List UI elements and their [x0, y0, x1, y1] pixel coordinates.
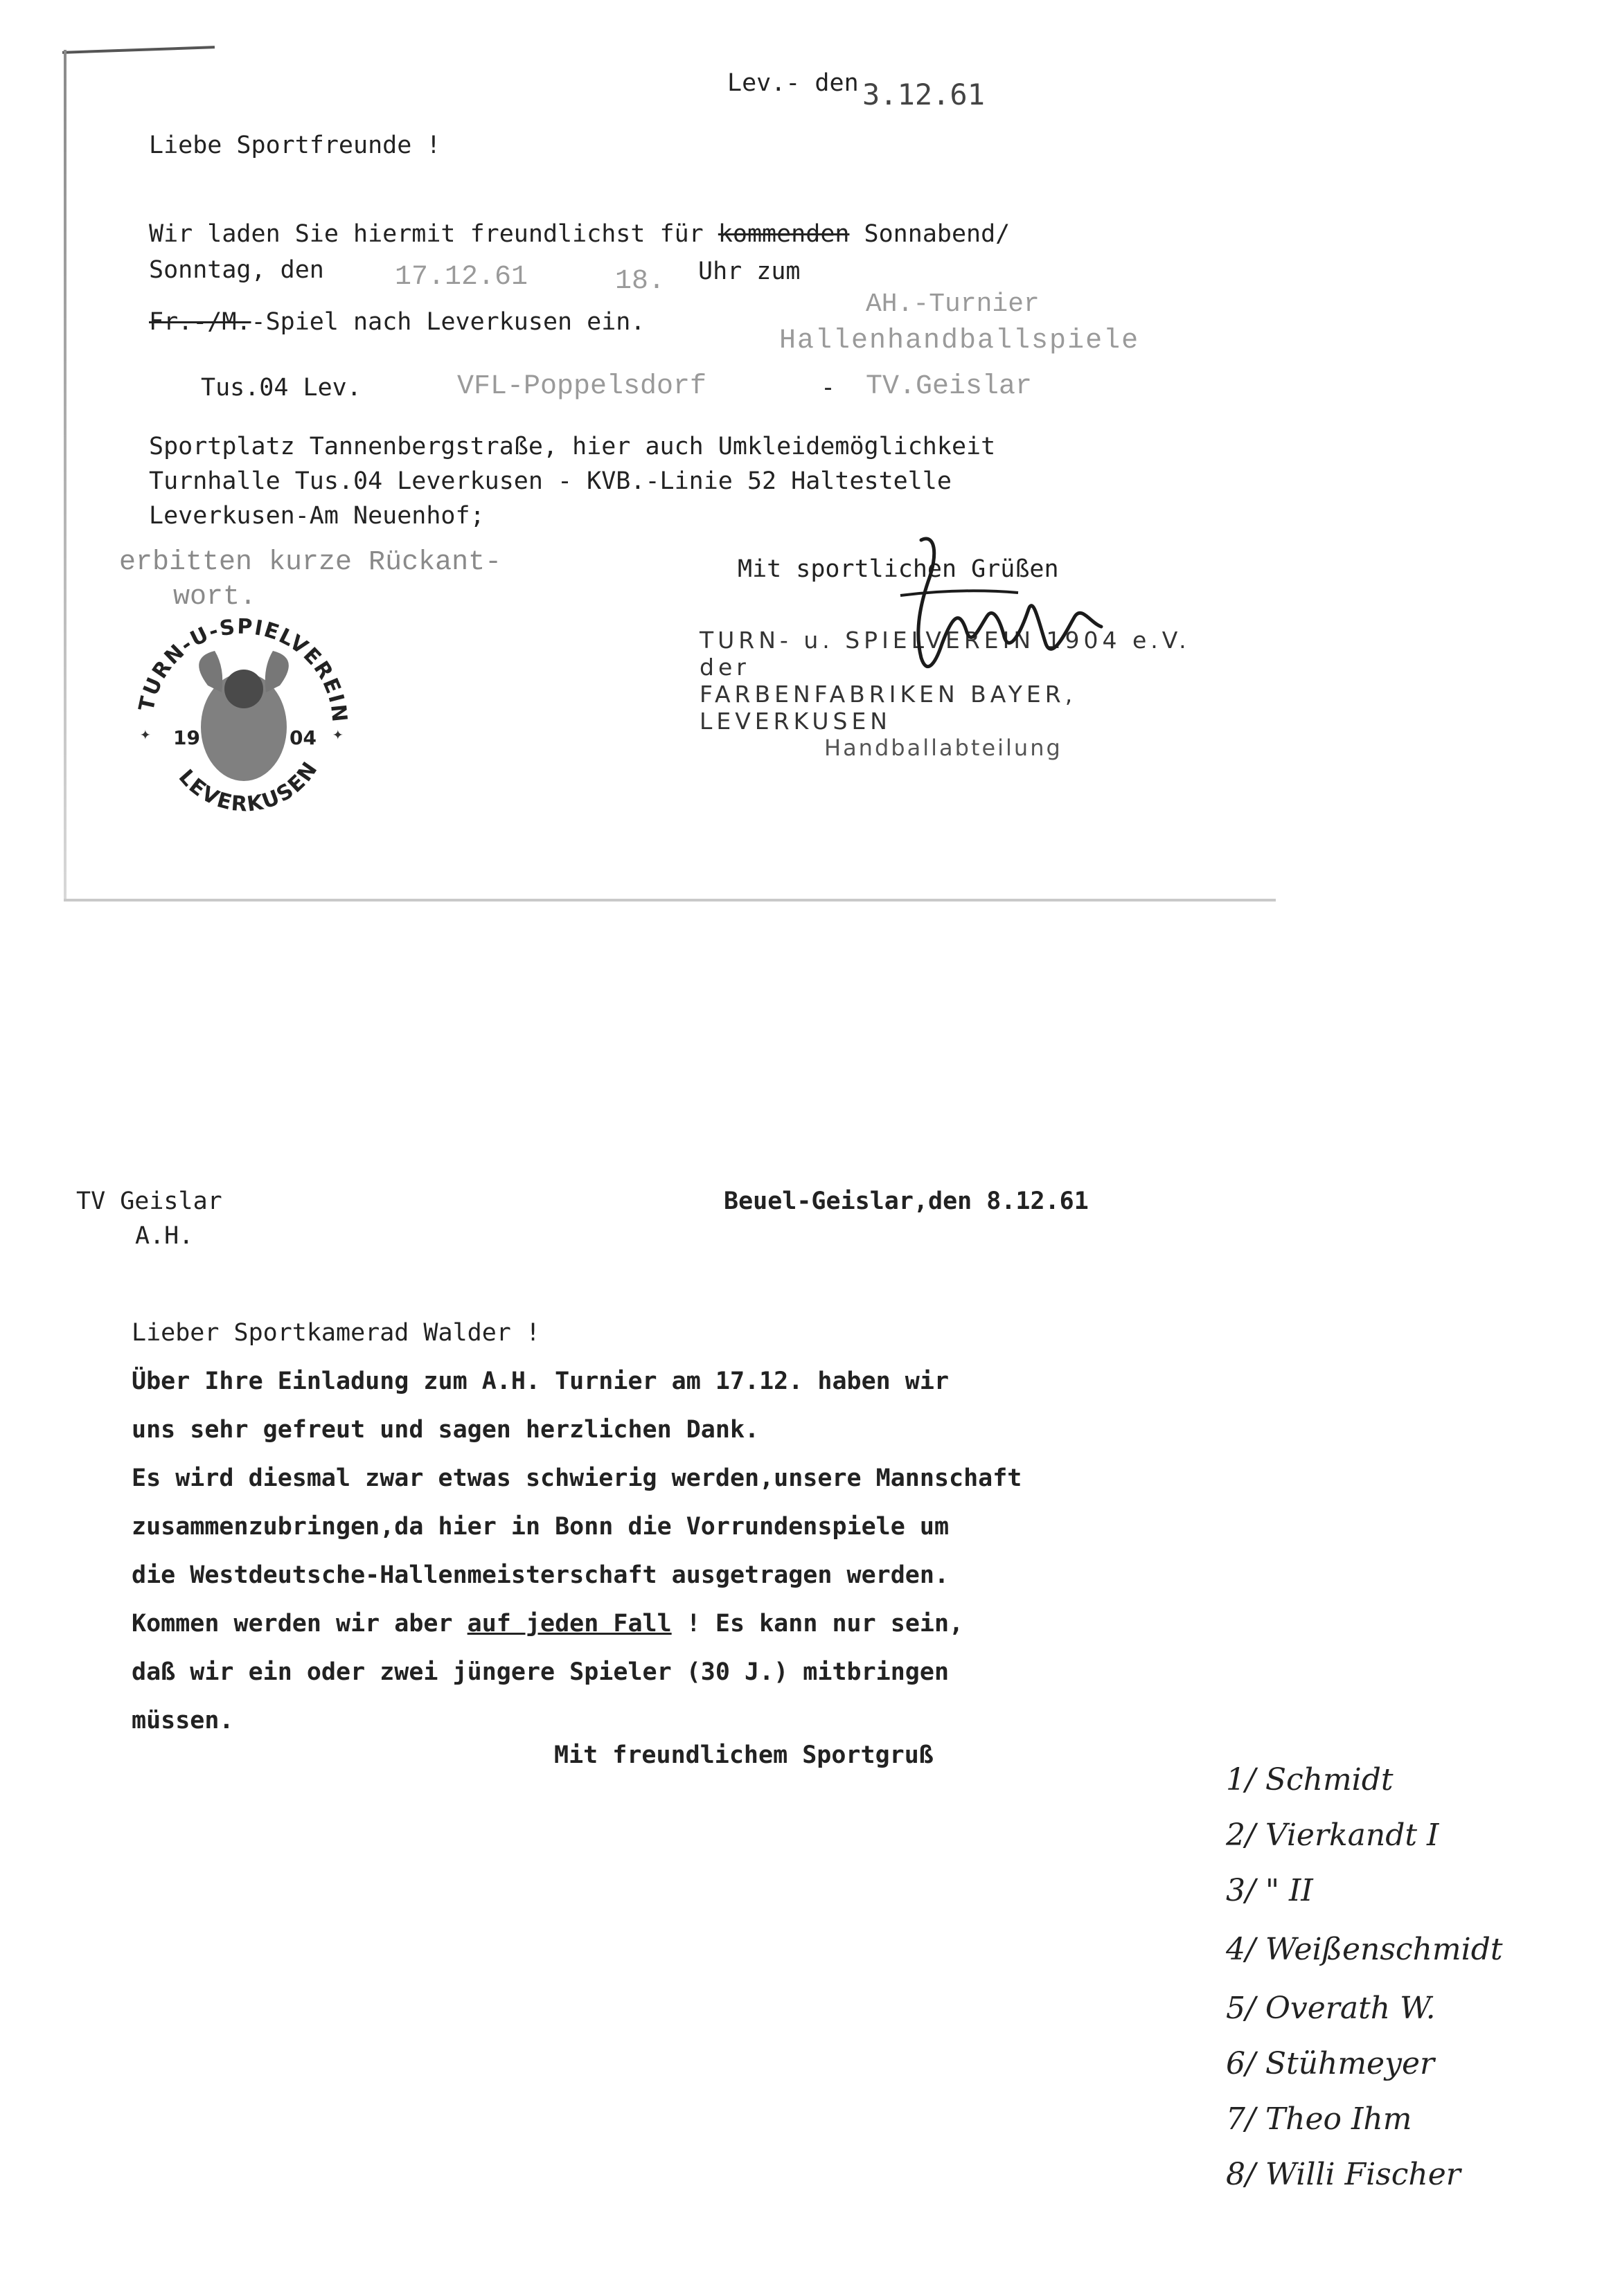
list-item: 5/ Overath W.	[1226, 1991, 1436, 2026]
event-type: AH.-Turnier	[866, 289, 1040, 319]
svg-text:✦: ✦	[140, 724, 151, 744]
reply-closing: Mit freundlichem Sportgruß	[554, 1741, 934, 1769]
team-home: Tus.04 Lev.	[201, 374, 362, 402]
venue-line-3: Leverkusen-Am Neuenhof;	[149, 502, 485, 530]
body-line: müssen.	[132, 1707, 234, 1734]
team-guest-1: VFL-Poppelsdorf	[457, 371, 707, 402]
invitation-line-2: Sonntag, den	[149, 256, 324, 284]
body-line: zusammenzubringen,da hier in Bonn die Vorrundenspiele um	[132, 1513, 950, 1541]
signature	[817, 526, 1205, 706]
event-hour-suffix: Uhr zum	[698, 258, 801, 285]
sender-dept: A.H.	[135, 1222, 194, 1250]
card-edge	[64, 899, 1276, 902]
reply-place-date: Beuel-Geislar,den 8.12.61	[724, 1187, 1089, 1215]
venue-line-1: Sportplatz Tannenbergstraße, hier auch Umkleidemöglichkeit	[149, 433, 996, 460]
list-item: 2/ Vierkandt I	[1226, 1818, 1439, 1853]
list-item: 4/ Weißenschmidt	[1226, 1932, 1503, 1967]
club-stamp: TURN- u. SPIELVEREIN 1904 e.V. der FARBENFABRIKEN BAYER, LEVERKUSEN Handballabteilung	[700, 627, 1191, 761]
sender-name: TV Geislar	[76, 1187, 222, 1215]
event-date: 17.12.61	[395, 262, 528, 293]
svg-text:LEVERKUSEN: LEVERKUSEN	[173, 757, 323, 817]
greeting: Mit sportlichen Grüßen	[738, 555, 1059, 583]
body-line: Es wird diesmal zwar etwas schwierig werden,unsere Mannschaft	[132, 1464, 1022, 1492]
reply-request-2: wort.	[173, 582, 257, 613]
team-guest-2: TV.Geislar	[866, 371, 1033, 402]
svg-text:TURN-U-SPIELVEREIN: TURN-U-SPIELVEREIN	[134, 614, 352, 725]
reply-salutation: Lieber Sportkamerad Walder !	[132, 1319, 541, 1347]
body-line: Kommen werden wir aber auf jeden Fall ! Es kann nur sein,	[132, 1610, 964, 1638]
list-item: 1/ Schmidt	[1226, 1762, 1394, 1797]
body-line: die Westdeutsche-Hallenmeisterschaft ausgetragen werden.	[132, 1561, 950, 1589]
card-edge	[64, 50, 66, 902]
event-hour: 18.	[615, 266, 666, 297]
letter-date: 3.12.61	[862, 78, 986, 111]
list-item: 6/ Stühmeyer	[1226, 2046, 1435, 2081]
body-line: daß wir ein oder zwei jüngere Spieler (30 J.) mitbringen	[132, 1658, 950, 1686]
reply-request: erbitten kurze Rückant-	[119, 547, 502, 578]
team-dash: -	[821, 374, 836, 402]
body-line: Über Ihre Einladung zum A.H. Turnier am 17.12. haben wir	[132, 1367, 950, 1395]
svg-text:19: 19	[173, 726, 200, 749]
letter-place: Lev.- den	[727, 69, 859, 97]
salutation: Liebe Sportfreunde !	[149, 132, 441, 159]
event-type-detail: Hallenhandballspiele	[779, 325, 1140, 357]
card-edge	[62, 46, 215, 54]
club-seal	[125, 602, 360, 838]
invitation-line-3: Fr.-/M.-Spiel nach Leverkusen ein.	[149, 308, 646, 336]
svg-text:04: 04	[290, 726, 317, 749]
venue-line-2: Turnhalle Tus.04 Leverkusen - KVB.-Linie 52 Haltestelle	[149, 467, 952, 495]
invitation-line-1: Wir laden Sie hiermit freundlichst für kommenden Sonnabend/	[149, 220, 1011, 248]
list-item: 3/ " II	[1226, 1873, 1313, 1908]
list-item: 7/ Theo Ihm	[1226, 2101, 1412, 2137]
svg-text:✦: ✦	[332, 724, 344, 744]
body-line: uns sehr gefreut und sagen herzlichen Dank.	[132, 1416, 760, 1444]
list-item: 8/ Willi Fischer	[1226, 2157, 1461, 2192]
